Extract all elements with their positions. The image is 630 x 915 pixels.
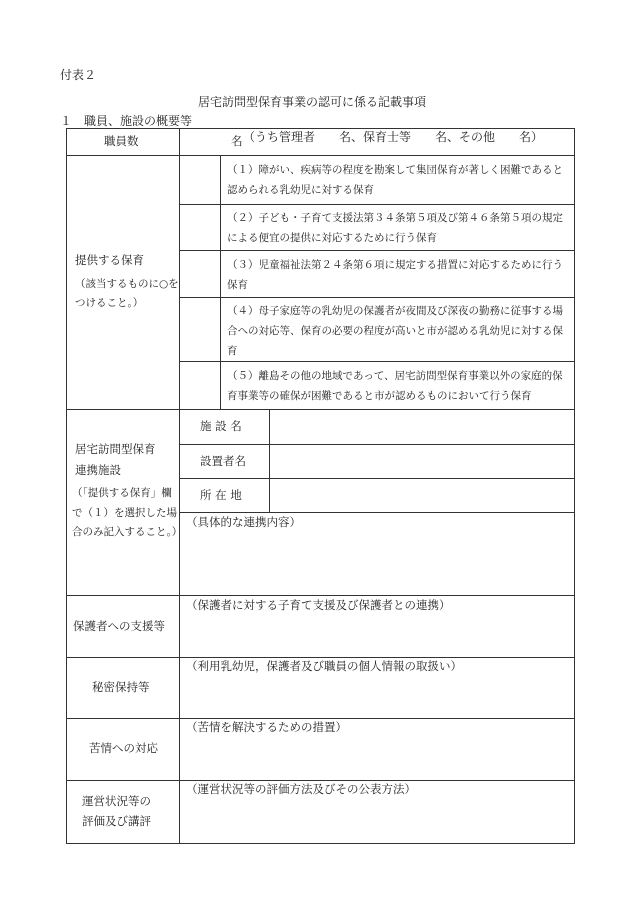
confidentiality-field[interactable] <box>181 676 572 716</box>
section-heading: １ 職員、施設の概要等 <box>60 114 193 128</box>
staff-unit: 名 <box>231 134 243 148</box>
care-option-4: （４）母子家庭等の乳幼児の保護者が夜間及び深夜の勤務に従事する場合への対応等、保育の必要の程度が高いと市が認める乳幼児に対する保育 <box>227 305 563 357</box>
guardian-support-label: 保護者への支援等 <box>73 619 165 633</box>
address-label: 所 在 地 <box>200 488 242 502</box>
partner-details-label: （具体的な連携内容） <box>186 515 301 529</box>
guardian-support-field[interactable] <box>181 615 572 655</box>
evaluation-label-1: 運営状況等の <box>82 794 151 808</box>
care-option-mark-4[interactable] <box>181 299 218 359</box>
care-provided-note: （該当するものに○をつけること。） <box>75 278 179 309</box>
complaints-hint: （苦情を解決するための措置） <box>186 720 347 734</box>
evaluation-hint: （運営状況等の評価方法及びその公表方法） <box>186 782 416 796</box>
evaluation-field[interactable] <box>181 800 572 841</box>
care-option-mark-3[interactable] <box>181 252 218 295</box>
partner-facility-label-1: 居宅訪問型保育 <box>75 442 156 456</box>
care-option-mark-2[interactable] <box>181 206 218 248</box>
appendix-label: 付表２ <box>60 68 97 82</box>
care-option-mark-1[interactable] <box>181 157 218 202</box>
care-option-1: （１）障がい、疾病等の程度を勘案して集団保育が著しく困難であると認められる乳幼児に対する保育 <box>227 164 563 196</box>
care-option-3: （３）児童福祉法第２４条第６項に規定する措置に対応するために行う保育 <box>227 259 563 291</box>
establisher-name-label: 設置者名 <box>200 454 246 468</box>
confidentiality-hint: （利用乳幼児，保護者及び職員の個人情報の取扱い） <box>186 659 462 673</box>
partner-details-field[interactable] <box>181 532 572 593</box>
care-option-5: （５）離島その他の地域であって、居宅訪問型保育事業以外の家庭的保育事業等の確保が困難であると市が認めるものにおいて行う保育 <box>227 370 563 402</box>
care-option-mark-5[interactable] <box>181 363 218 407</box>
complaints-label: 苦情への対応 <box>89 741 158 755</box>
care-provided-label: 提供する保育 <box>75 253 144 267</box>
facility-name-field[interactable] <box>271 411 572 442</box>
evaluation-label-2: 評価及び講評 <box>82 814 151 828</box>
partner-facility-label-2: 連携施設 <box>75 463 121 477</box>
partner-facility-note: （「提供する保育」欄で（１）を選択した場合のみ記入すること。） <box>72 487 183 538</box>
staff-breakdown[interactable]: （うち管理者 名、保育士等 名、その他 名） <box>243 130 544 144</box>
facility-name-label: 施 設 名 <box>200 419 242 433</box>
care-option-2: （２）子ども・子育て支援法第３４条第５項及び第４６条第５項の規定による便宜の提供に対応するために行う保育 <box>227 212 563 244</box>
confidentiality-label: 秘密保持等 <box>92 680 150 694</box>
establisher-name-field[interactable] <box>271 446 572 476</box>
staff-label: 職員数 <box>104 134 139 148</box>
complaints-field[interactable] <box>181 738 572 778</box>
address-field[interactable] <box>271 480 572 510</box>
document-title: 居宅訪問型保育事業の認可に係る記載事項 <box>198 95 427 109</box>
guardian-support-hint: （保護者に対する子育て支援及び保護者との連携） <box>186 598 451 612</box>
